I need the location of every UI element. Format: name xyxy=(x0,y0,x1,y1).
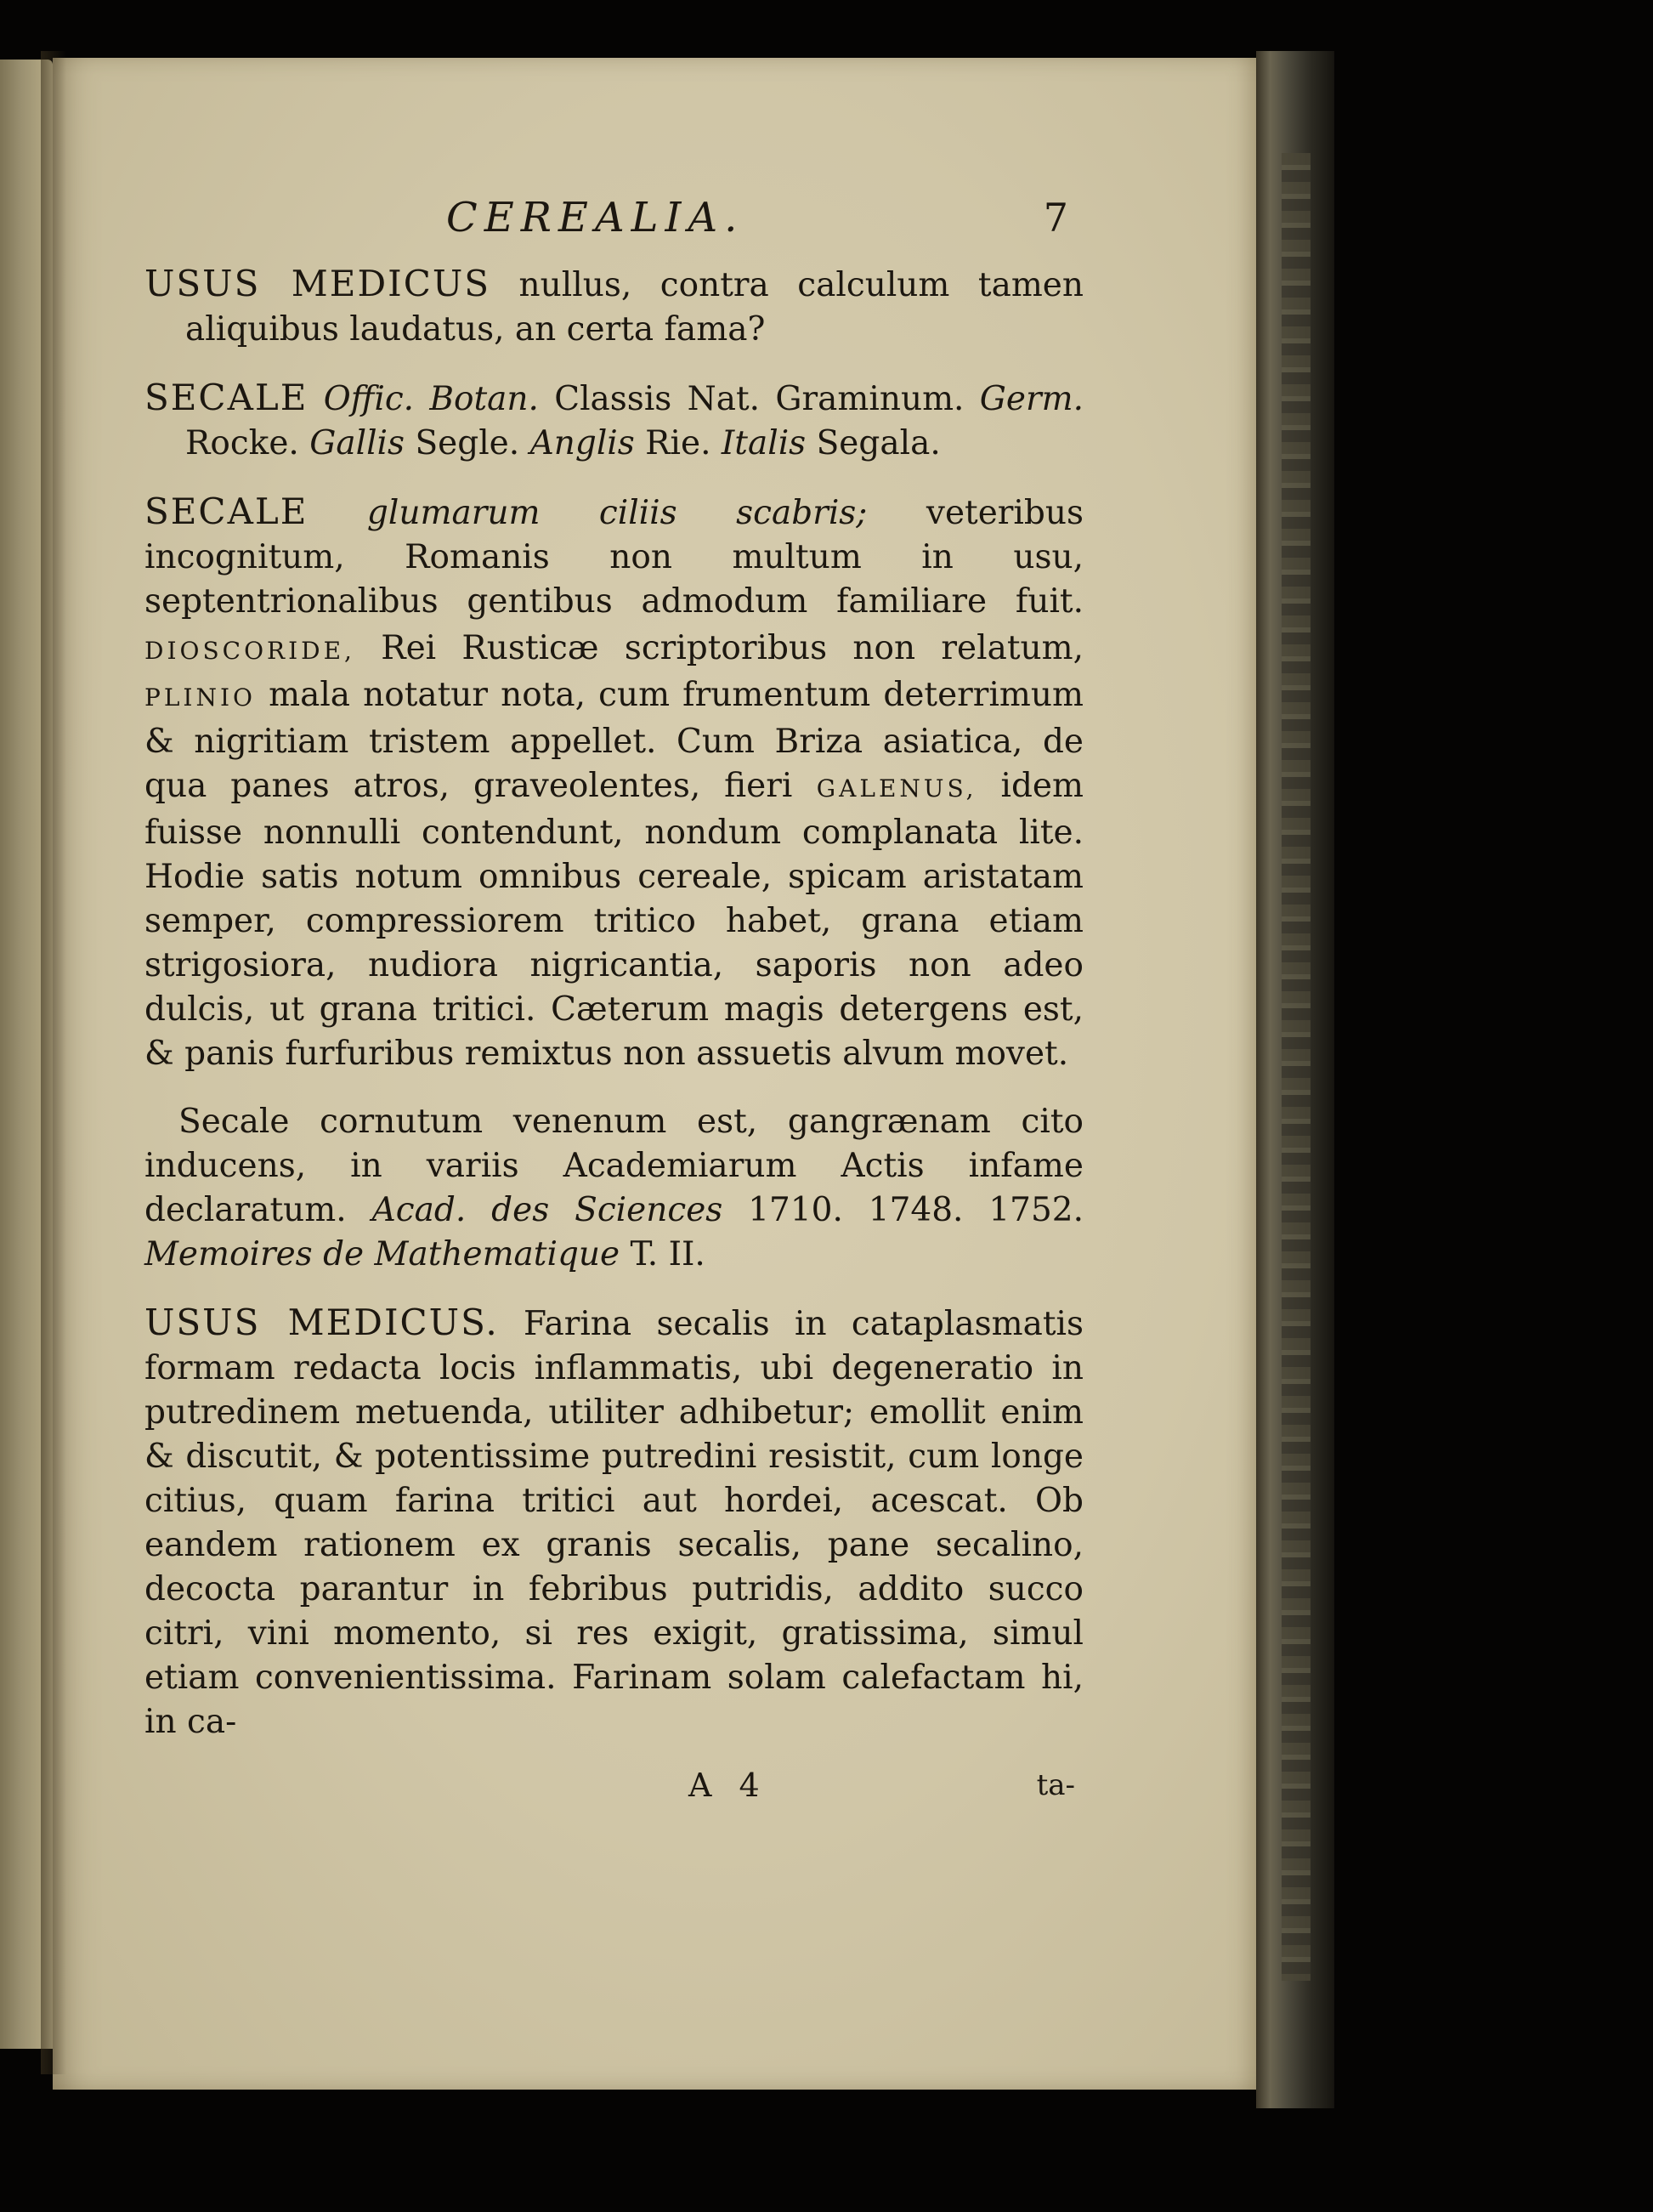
section-heading: USUS MEDICUS xyxy=(144,263,491,304)
italic-term: Italis xyxy=(710,424,807,462)
book-spine xyxy=(1256,51,1334,2108)
text-run: 1710. 1748. 1752. xyxy=(722,1191,1084,1229)
section-heading: SECALE xyxy=(144,377,309,418)
text-run: Classis Nat. Graminum. xyxy=(538,380,965,418)
small-caps-name: DIOSCORIDE, xyxy=(144,637,355,665)
small-caps-name: PLINIO xyxy=(144,683,257,712)
italic-term: glumarum ciliis scabris; xyxy=(308,494,868,532)
page-footer xyxy=(144,1763,1084,1814)
paragraph-usus-medicus-2 xyxy=(144,1301,1084,1744)
running-head xyxy=(144,196,1084,255)
italic-term: Gallis xyxy=(298,424,405,462)
section-heading: SECALE xyxy=(144,491,309,532)
catchword: ta- xyxy=(1036,1768,1075,1802)
text-run: Secale cornutum venenum est, gangrænam cito inducens, in variis Academiarum Actis infame declaratum. xyxy=(144,1103,1084,1229)
text-run: idem fuisse nonnulli contendunt, nondum complanata lite. Hodie satis notum omnibus cereale, spicam aristatam semper, compressiorem tritico habet, grana etiam strigosiora, nudiora nigricantia, saporis non adeo dulcis, ut grana tritici. Cæterum magis detergens est, & panis furfuribus remixtus non assuetis alvum movet. xyxy=(144,767,1084,1073)
text-run: Rie. xyxy=(634,424,711,462)
italic-term: Offic. Botan. xyxy=(308,380,539,418)
paragraph-secale-description xyxy=(144,490,1084,1076)
small-caps-name: GALENUS, xyxy=(792,774,977,803)
page-number: 7 xyxy=(1043,195,1068,241)
paragraph-secale-names xyxy=(144,376,1084,466)
italic-term: Anglis xyxy=(519,424,635,462)
text-run: Rocke. xyxy=(185,424,299,462)
signature-mark: A 4 xyxy=(688,1767,768,1804)
paragraph-secale-cornutum xyxy=(144,1100,1084,1277)
italic-term: Memoires de Mathematique xyxy=(144,1235,620,1273)
italic-term: Acad. des Sciences xyxy=(346,1191,723,1229)
text-run: T. II. xyxy=(620,1235,705,1273)
text-run: Rei Rusticæ scriptoribus non relatum, xyxy=(354,629,1084,667)
paragraph-text: Farina secalis in cataplasmatis formam redacta locis inflammatis, ubi degeneratio in putredinem metuenda, utiliter adhibetur; emollit enim & discutit, & potentissime putredini resistit, cum longe citius, quam farina tritici aut hordei, acescat. Ob eandem rationem ex granis secalis, pane secalino, decocta parantur in febribus putridis, addito succo citri, vini momento, si res exigit, gratissima, simul etiam convenientissima. Farinam solam calefactam hi, in ca- xyxy=(144,1305,1084,1741)
page-gutter xyxy=(41,51,66,2074)
paragraph-usus-medicus-1 xyxy=(144,262,1084,352)
italic-term: Germ. xyxy=(964,380,1084,418)
text-run: Segala. xyxy=(806,424,941,462)
text-run: veteribus incognitum, Romanis non multum in usu, septentrionalibus gentibus admodum familiare fuit. xyxy=(144,494,1084,621)
text-run: Segle. xyxy=(405,424,520,462)
section-heading: USUS MEDICUS. xyxy=(144,1302,499,1343)
paragraph-text: nullus, contra calculum tamen aliquibus laudatus, an certa fama? xyxy=(185,266,1084,349)
page-text xyxy=(144,196,1084,1814)
running-title: CEREALIA. xyxy=(446,194,744,241)
text-run: mala notatur nota, cum frumentum deterrimum & nigritiam tristem appellet. Cum Briza asiatica, de qua panes atros, graveolentes, fieri xyxy=(144,676,1084,805)
